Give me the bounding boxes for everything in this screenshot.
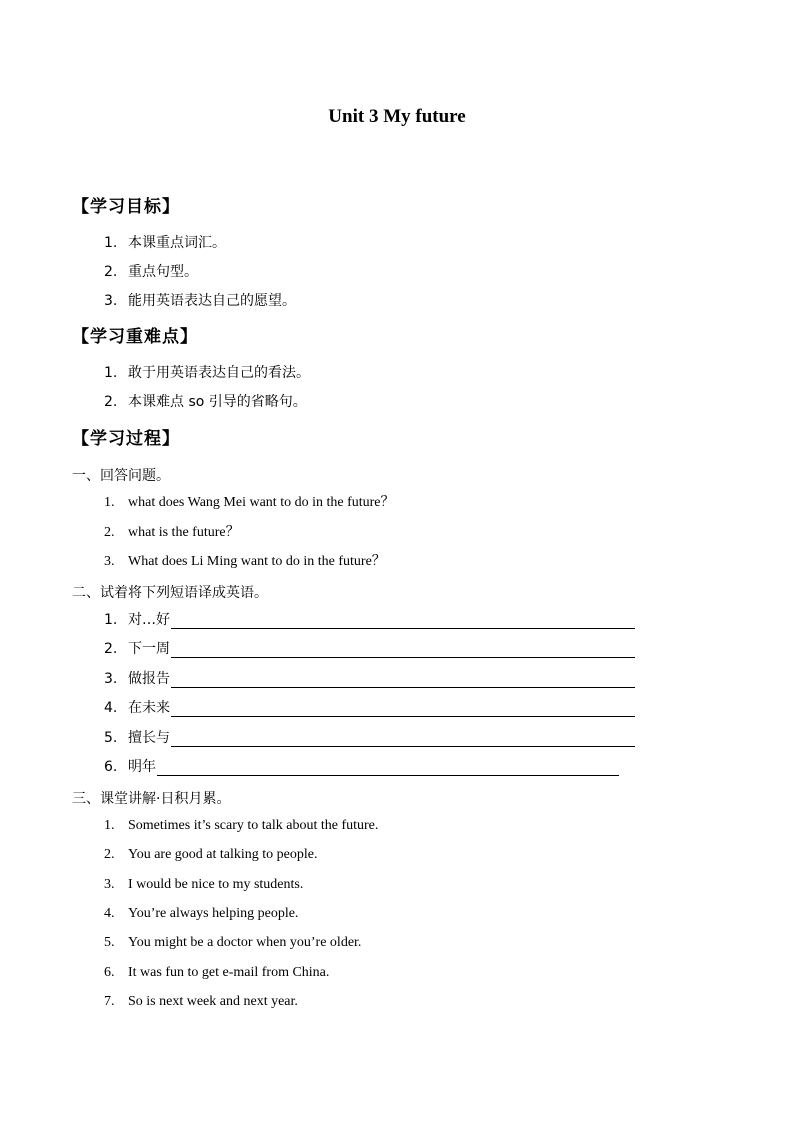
answer-blank[interactable] [171,731,635,747]
sentence-item [104,876,303,894]
item-text: 能用英语表达自己的愿望。 [128,293,296,309]
page-title: Unit 3 My future [328,106,466,127]
item-number: 1. [104,365,118,381]
sentence-item [104,817,378,835]
sentence-item [104,993,298,1011]
item-text: 明年 [128,759,156,775]
item-text: What does Li Ming want to do in the future？ [128,554,386,569]
answer-blank[interactable] [171,701,635,717]
key-points-heading: 【学习重难点】 [72,327,198,347]
item-number: 6. [104,965,115,980]
item-text: 对…好 [128,612,170,628]
key-point-item [104,364,310,382]
sentence-item [104,905,298,923]
phrase-item [104,640,635,658]
item-text: It was fun to get e-mail from China. [128,965,330,980]
item-text: 擅长与 [128,730,170,746]
answer-blank[interactable] [171,672,635,688]
question-item [104,524,240,542]
item-number: 2. [104,394,118,410]
goal-item [104,263,198,281]
item-number: 1. [104,495,115,510]
part3-label: 三、课堂讲解·日积月累。 [72,791,231,807]
item-number: 2. [104,641,118,657]
phrase-item [104,670,635,688]
item-number: 2. [104,847,115,862]
answer-blank[interactable] [157,760,619,776]
item-text: 在未来 [128,700,170,716]
process-heading: 【学习过程】 [72,429,180,449]
sentence-item [104,846,318,864]
question-item [104,494,395,512]
item-number: 4. [104,906,115,921]
item-number: 6. [104,759,118,775]
item-number: 1. [104,818,115,833]
item-text: I would be nice to my students. [128,877,304,892]
part2-label: 二、试着将下列短语译成英语。 [72,585,268,601]
item-number: 3. [104,554,115,569]
item-number: 3. [104,293,118,309]
goal-item [104,234,226,252]
item-text: Sometimes it’s scary to talk about the future. [128,818,379,833]
item-number: 5. [104,935,115,950]
item-text: 本课重点词汇。 [128,235,226,251]
item-text: So is next week and next year. [128,994,298,1009]
item-number: 1. [104,612,118,628]
key-point-item [104,393,307,411]
sentence-item [104,964,329,982]
item-number: 2. [104,525,115,540]
item-text: 重点句型。 [128,264,198,280]
item-text: 本课难点 so 引导的省略句。 [128,394,307,410]
item-text: You’re always helping people. [128,906,299,921]
goals-heading: 【学习目标】 [72,197,180,217]
item-number: 4. [104,700,118,716]
item-text: what does Wang Mei want to do in the future？ [128,495,395,510]
answer-blank[interactable] [171,613,635,629]
answer-blank[interactable] [171,642,635,658]
phrase-item [104,758,619,776]
item-text: You are good at talking to people. [128,847,318,862]
part1-label: 一、回答问题。 [72,468,170,484]
item-text: what is the future？ [128,525,240,540]
goal-item [104,292,296,310]
item-text: 做报告 [128,671,170,687]
item-number: 2. [104,264,118,280]
item-text: 敢于用英语表达自己的看法。 [128,365,310,381]
phrase-item [104,729,635,747]
item-number: 3. [104,671,118,687]
phrase-item [104,611,635,629]
item-text: 下一周 [128,641,170,657]
item-number: 3. [104,877,115,892]
question-item [104,553,386,571]
item-number: 1. [104,235,118,251]
sentence-item [104,934,361,952]
phrase-item [104,699,635,717]
item-text: You might be a doctor when you’re older. [128,935,362,950]
item-number: 7. [104,994,115,1009]
item-number: 5. [104,730,118,746]
